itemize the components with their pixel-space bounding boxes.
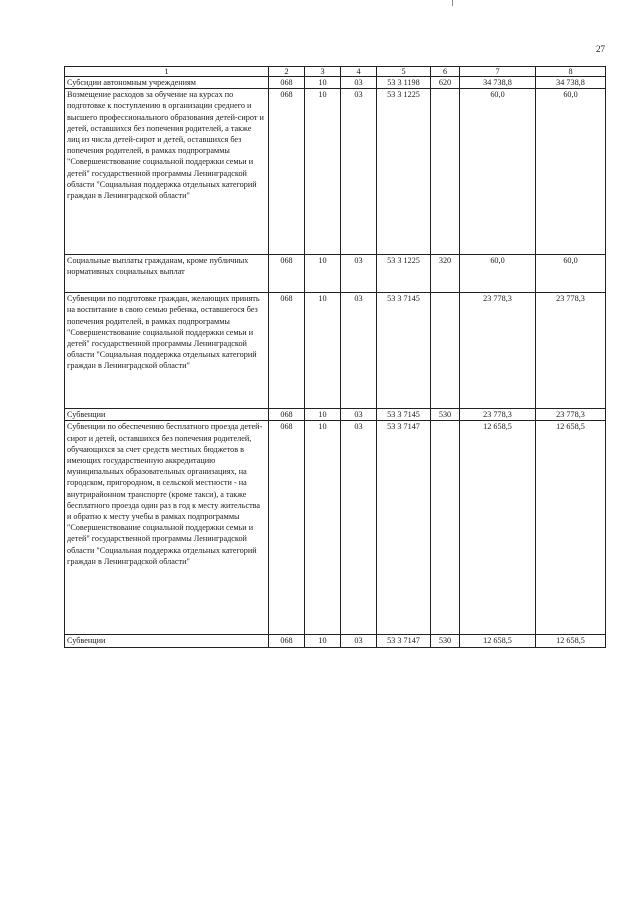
subsection-code: 03 — [341, 635, 377, 648]
amount-col8: 23 778,3 — [536, 293, 606, 409]
target-article-code: 53 3 7147 — [377, 421, 431, 635]
expense-type-code — [431, 421, 460, 635]
subsection-code: 03 — [341, 421, 377, 635]
budget-table — [64, 66, 606, 648]
expense-type-code: 620 — [431, 77, 460, 89]
subsection-code: 03 — [341, 77, 377, 89]
ministry-code: 068 — [269, 293, 305, 409]
column-header: 1 — [65, 67, 269, 77]
target-article-code: 53 3 1225 — [377, 89, 431, 255]
target-article-code: 53 3 7145 — [377, 293, 431, 409]
amount-col7: 34 738,8 — [460, 77, 536, 89]
ministry-code: 068 — [269, 89, 305, 255]
amount-col7: 23 778,3 — [460, 409, 536, 421]
section-code: 10 — [305, 77, 341, 89]
expense-type-code: 530 — [431, 409, 460, 421]
column-header: 3 — [305, 67, 341, 77]
column-header: 2 — [269, 67, 305, 77]
section-code: 10 — [305, 255, 341, 293]
scan-mark — [452, 0, 453, 6]
row-description: Субвенции — [65, 409, 269, 421]
column-header: 4 — [341, 67, 377, 77]
expense-type-code: 530 — [431, 635, 460, 648]
column-header: 5 — [377, 67, 431, 77]
row-description: Социальные выплаты гражданам, кроме публичных нормативных социальных выплат — [65, 255, 269, 293]
row-description: Субсидии автономным учреждениям — [65, 77, 269, 89]
subsection-code: 03 — [341, 255, 377, 293]
section-code: 10 — [305, 293, 341, 409]
table-row — [65, 77, 606, 89]
amount-col8: 34 738,8 — [536, 77, 606, 89]
amount-col7: 12 658,5 — [460, 635, 536, 648]
amount-col8: 12 658,5 — [536, 635, 606, 648]
amount-col7: 60,0 — [460, 255, 536, 293]
amount-col8: 60,0 — [536, 255, 606, 293]
table-row — [65, 635, 606, 648]
table-header-row — [65, 67, 606, 77]
target-article-code: 53 3 7145 — [377, 409, 431, 421]
section-code: 10 — [305, 89, 341, 255]
table-row — [65, 89, 606, 255]
expense-type-code: 320 — [431, 255, 460, 293]
subsection-code: 03 — [341, 409, 377, 421]
row-description: Субвенции по обеспечению бесплатного проезда детей-сирот и детей, оставшихся без попечения родителей, обучающихся за счет средств местных бюджетов в имеющих государственную аккредитацию муниципальных образовательных организациях, на городском, пригородном, в сельской местности - на внутрирайонном транспорте (кроме такси), а также бесплатного проезда один раз в год к месту жительства и обратно к месту учебы в рамках подпрограммы "Совершенствование социальной поддержки семьи и детей" государственной программы Ленинградской области "Социальная поддержка отдельных категорий граждан в Ленинградской области" — [65, 421, 269, 635]
amount-col7: 23 778,3 — [460, 293, 536, 409]
ministry-code: 068 — [269, 255, 305, 293]
expense-type-code — [431, 293, 460, 409]
page-number: 27 — [596, 44, 605, 54]
table-row — [65, 421, 606, 635]
column-header: 8 — [536, 67, 606, 77]
expense-type-code — [431, 89, 460, 255]
ministry-code: 068 — [269, 635, 305, 648]
ministry-code: 068 — [269, 409, 305, 421]
column-header: 6 — [431, 67, 460, 77]
table-row — [65, 409, 606, 421]
target-article-code: 53 3 7147 — [377, 635, 431, 648]
row-description: Субвенции по подготовке граждан, желающих принять на воспитание в свою семью ребенка, оставшегося без попечения родителей, в рамках подпрограммы "Совершенствование социальной поддержки семьи и детей" государственной программы Ленинградской области "Социальная поддержка отдельных категорий граждан в Ленинградской области" — [65, 293, 269, 409]
row-description: Возмещение расходов за обучение на курсах по подготовке к поступлению в организации среднего и высшего профессионального образования детей-сирот и детей, оставшихся без попечения родителей, а также лиц из числа детей-сирот и детей, оставшихся без попечения родителей, в рамках подпрограммы "Совершенствование социальной поддержки семьи и детей" государственной программы Ленинградской области "Социальная поддержка отдельных категорий граждан в Ленинградской области" — [65, 89, 269, 255]
row-description: Субвенции — [65, 635, 269, 648]
section-code: 10 — [305, 635, 341, 648]
amount-col7: 12 658,5 — [460, 421, 536, 635]
table-row — [65, 293, 606, 409]
column-header: 7 — [460, 67, 536, 77]
subsection-code: 03 — [341, 293, 377, 409]
table-row — [65, 255, 606, 293]
target-article-code: 53 3 1198 — [377, 77, 431, 89]
amount-col7: 60,0 — [460, 89, 536, 255]
amount-col8: 23 778,3 — [536, 409, 606, 421]
amount-col8: 12 658,5 — [536, 421, 606, 635]
ministry-code: 068 — [269, 421, 305, 635]
target-article-code: 53 3 1225 — [377, 255, 431, 293]
amount-col8: 60,0 — [536, 89, 606, 255]
subsection-code: 03 — [341, 89, 377, 255]
section-code: 10 — [305, 409, 341, 421]
section-code: 10 — [305, 421, 341, 635]
ministry-code: 068 — [269, 77, 305, 89]
